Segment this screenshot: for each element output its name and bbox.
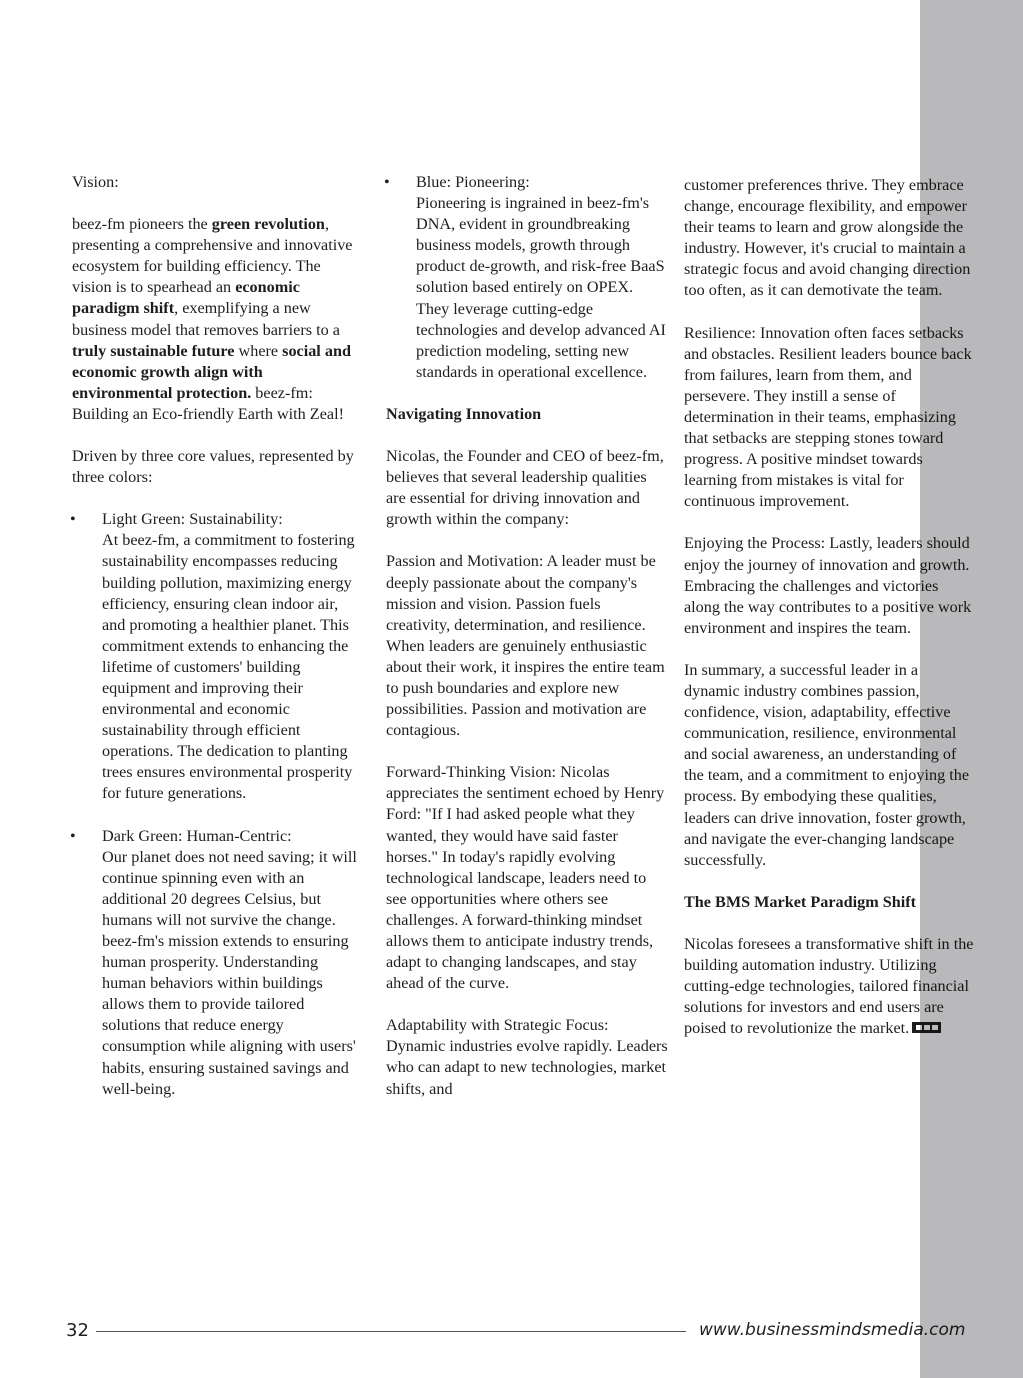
value-sustainability — [72, 509, 357, 804]
footer-rule — [96, 1331, 686, 1332]
value-body: Pioneering is ingrained in beez-fm's DNA, evident in groundbreaking business models, growth through product de-growth, and risk-free BaaS solution based entirely on OPEX. They leverage cutting-edge technologies and develop advanced AI prediction modeling, setting new standards in operational excellence. — [416, 194, 666, 381]
text-run: where — [234, 341, 283, 360]
bold-phrase: green revolution — [211, 215, 325, 234]
quality-enjoying-process: Enjoying the Process: Lastly, leaders should enjoy the journey of innovation and growth. Embracing the challenges and victories along the way contributes to a positive work environment and inspires the team. — [684, 534, 972, 637]
final-text: Nicolas foresees a transformative shift in the building automation industry. Utilizing cutting-edge technologies, tailored financial solutions for investors and end users are poised to revolutionize the market. — [684, 934, 974, 1038]
summary-paragraph: In summary, a successful leader in a dynamic industry combines passion, confidence, vision, adaptability, effective communication, resilience, environmental and social awareness, an understanding of the team, and a commitment to enjoying the process. By embodying these qualities, leaders can drive innovation, foster growth, and navigate the ever-changing landscape successfully. — [684, 660, 970, 869]
text-run: beez-fm: Building an Eco-friendly Earth with Zeal! — [72, 383, 344, 423]
end-of-article-icon — [912, 1022, 941, 1033]
value-human-centric — [72, 826, 357, 1100]
value-pioneering — [386, 172, 668, 383]
bold-phrase: truly sustainable future — [72, 341, 235, 360]
final-paragraph — [684, 934, 974, 1039]
column-left — [72, 172, 357, 1121]
value-body: Our planet does not need saving; it will continue spinning even with an additional 20 degrees Celsius, but humans will not survive the change. beez-fm's mission extends to ensuring human prosperity. Understanding human behaviors within buildings allows them to provide tailored solutions that reduce energy consumption while aligning with users' habits, ensuring sustained savings and well-being. — [102, 847, 357, 1098]
bullet-icon: • — [70, 510, 76, 529]
text-run: , presenting a comprehensive and innovative ecosystem for building efficiency. The vision is to spearhead an — [72, 215, 353, 297]
bullet-icon: • — [384, 173, 390, 191]
value-title: Blue: Pioneering: — [416, 173, 530, 191]
leadership-intro: Nicolas, the Founder and CEO of beez-fm, believes that several leadership qualities are essential for driving innovation and growth within the company: — [386, 447, 664, 529]
quality-passion: Passion and Motivation: A leader must be deeply passionate about the company's mission and vision. Passion fuels creativity, determination, and resilience. When leaders are genuinely enthusiastic about their work, it inspires the entire team to push boundaries and explore new possibilities. Passion and motivation are contagious. — [386, 552, 665, 740]
value-title: Light Green: Sustainability: — [102, 510, 283, 529]
quality-forward-thinking: Forward-Thinking Vision: Nicolas appreciates the sentiment echoed by Henry Ford: "If I had asked people what they wanted, they would have said faster horses." In today's rapidly evolving technological landscape, leaders need to see opportunities where others see challenges. A forward-thinking mindset allows them to anticipate industry trends, adapt to changing landscapes, and stay ahead of the curve. — [386, 763, 665, 993]
quality-adaptability: Adaptability with Strategic Focus: Dynamic industries evolve rapidly. Leaders who can adapt to new technologies, market shifts, and — [386, 1016, 668, 1098]
bold-phrase: social and economic growth align with environmental protection. — [72, 341, 351, 402]
page-number: 32 — [66, 1320, 89, 1341]
adaptability-continued: customer preferences thrive. They embrace change, encourage flexibility, and empower their teams to learn and grow alongside the industry. However, it's crucial to maintain a strategic focus and avoid changing direction too often, as it can demotivate the team. — [684, 176, 971, 300]
text-run: , exemplifying a new business model that removes barriers to a — [72, 299, 340, 339]
section-heading-navigating: Navigating Innovation — [386, 404, 542, 423]
vision-label: Vision: — [72, 173, 119, 191]
vision-paragraph — [72, 214, 357, 425]
quality-resilience: Resilience: Innovation often faces setbacks and obstacles. Resilient leaders bounce back from failures, learn from them, and persevere. They instill a sense of determination in their teams, emphasizing that setbacks are stepping stones toward progress. A positive mindset towards learning from mistakes is vital for continuous improvement. — [684, 323, 972, 511]
value-body: At beez-fm, a commitment to fostering sustainability encompasses reducing building pollution, maximizing energy efficiency, ensuring clean indoor air, and promoting a healthier planet. This commitment extends to enhancing the lifetime of customers' building equipment and improving their environmental and economic sustainability through efficient operations. The dedication to planting trees ensures environmental prosperity for future generations. — [102, 531, 355, 803]
website-url: www.businessmindsmedia.com — [699, 1320, 966, 1340]
bold-phrase: economic paradigm shift — [72, 278, 300, 318]
section-heading-bms: The BMS Market Paradigm Shift — [684, 892, 917, 911]
page-footer — [0, 1320, 1023, 1344]
column-right — [684, 175, 974, 1060]
value-title: Dark Green: Human-Centric: — [102, 826, 292, 845]
core-values-intro: Driven by three core values, represented by three colors: — [72, 447, 354, 487]
bullet-icon: • — [70, 826, 76, 845]
text-run: beez-fm pioneers the — [72, 215, 212, 234]
column-middle — [386, 172, 668, 1121]
